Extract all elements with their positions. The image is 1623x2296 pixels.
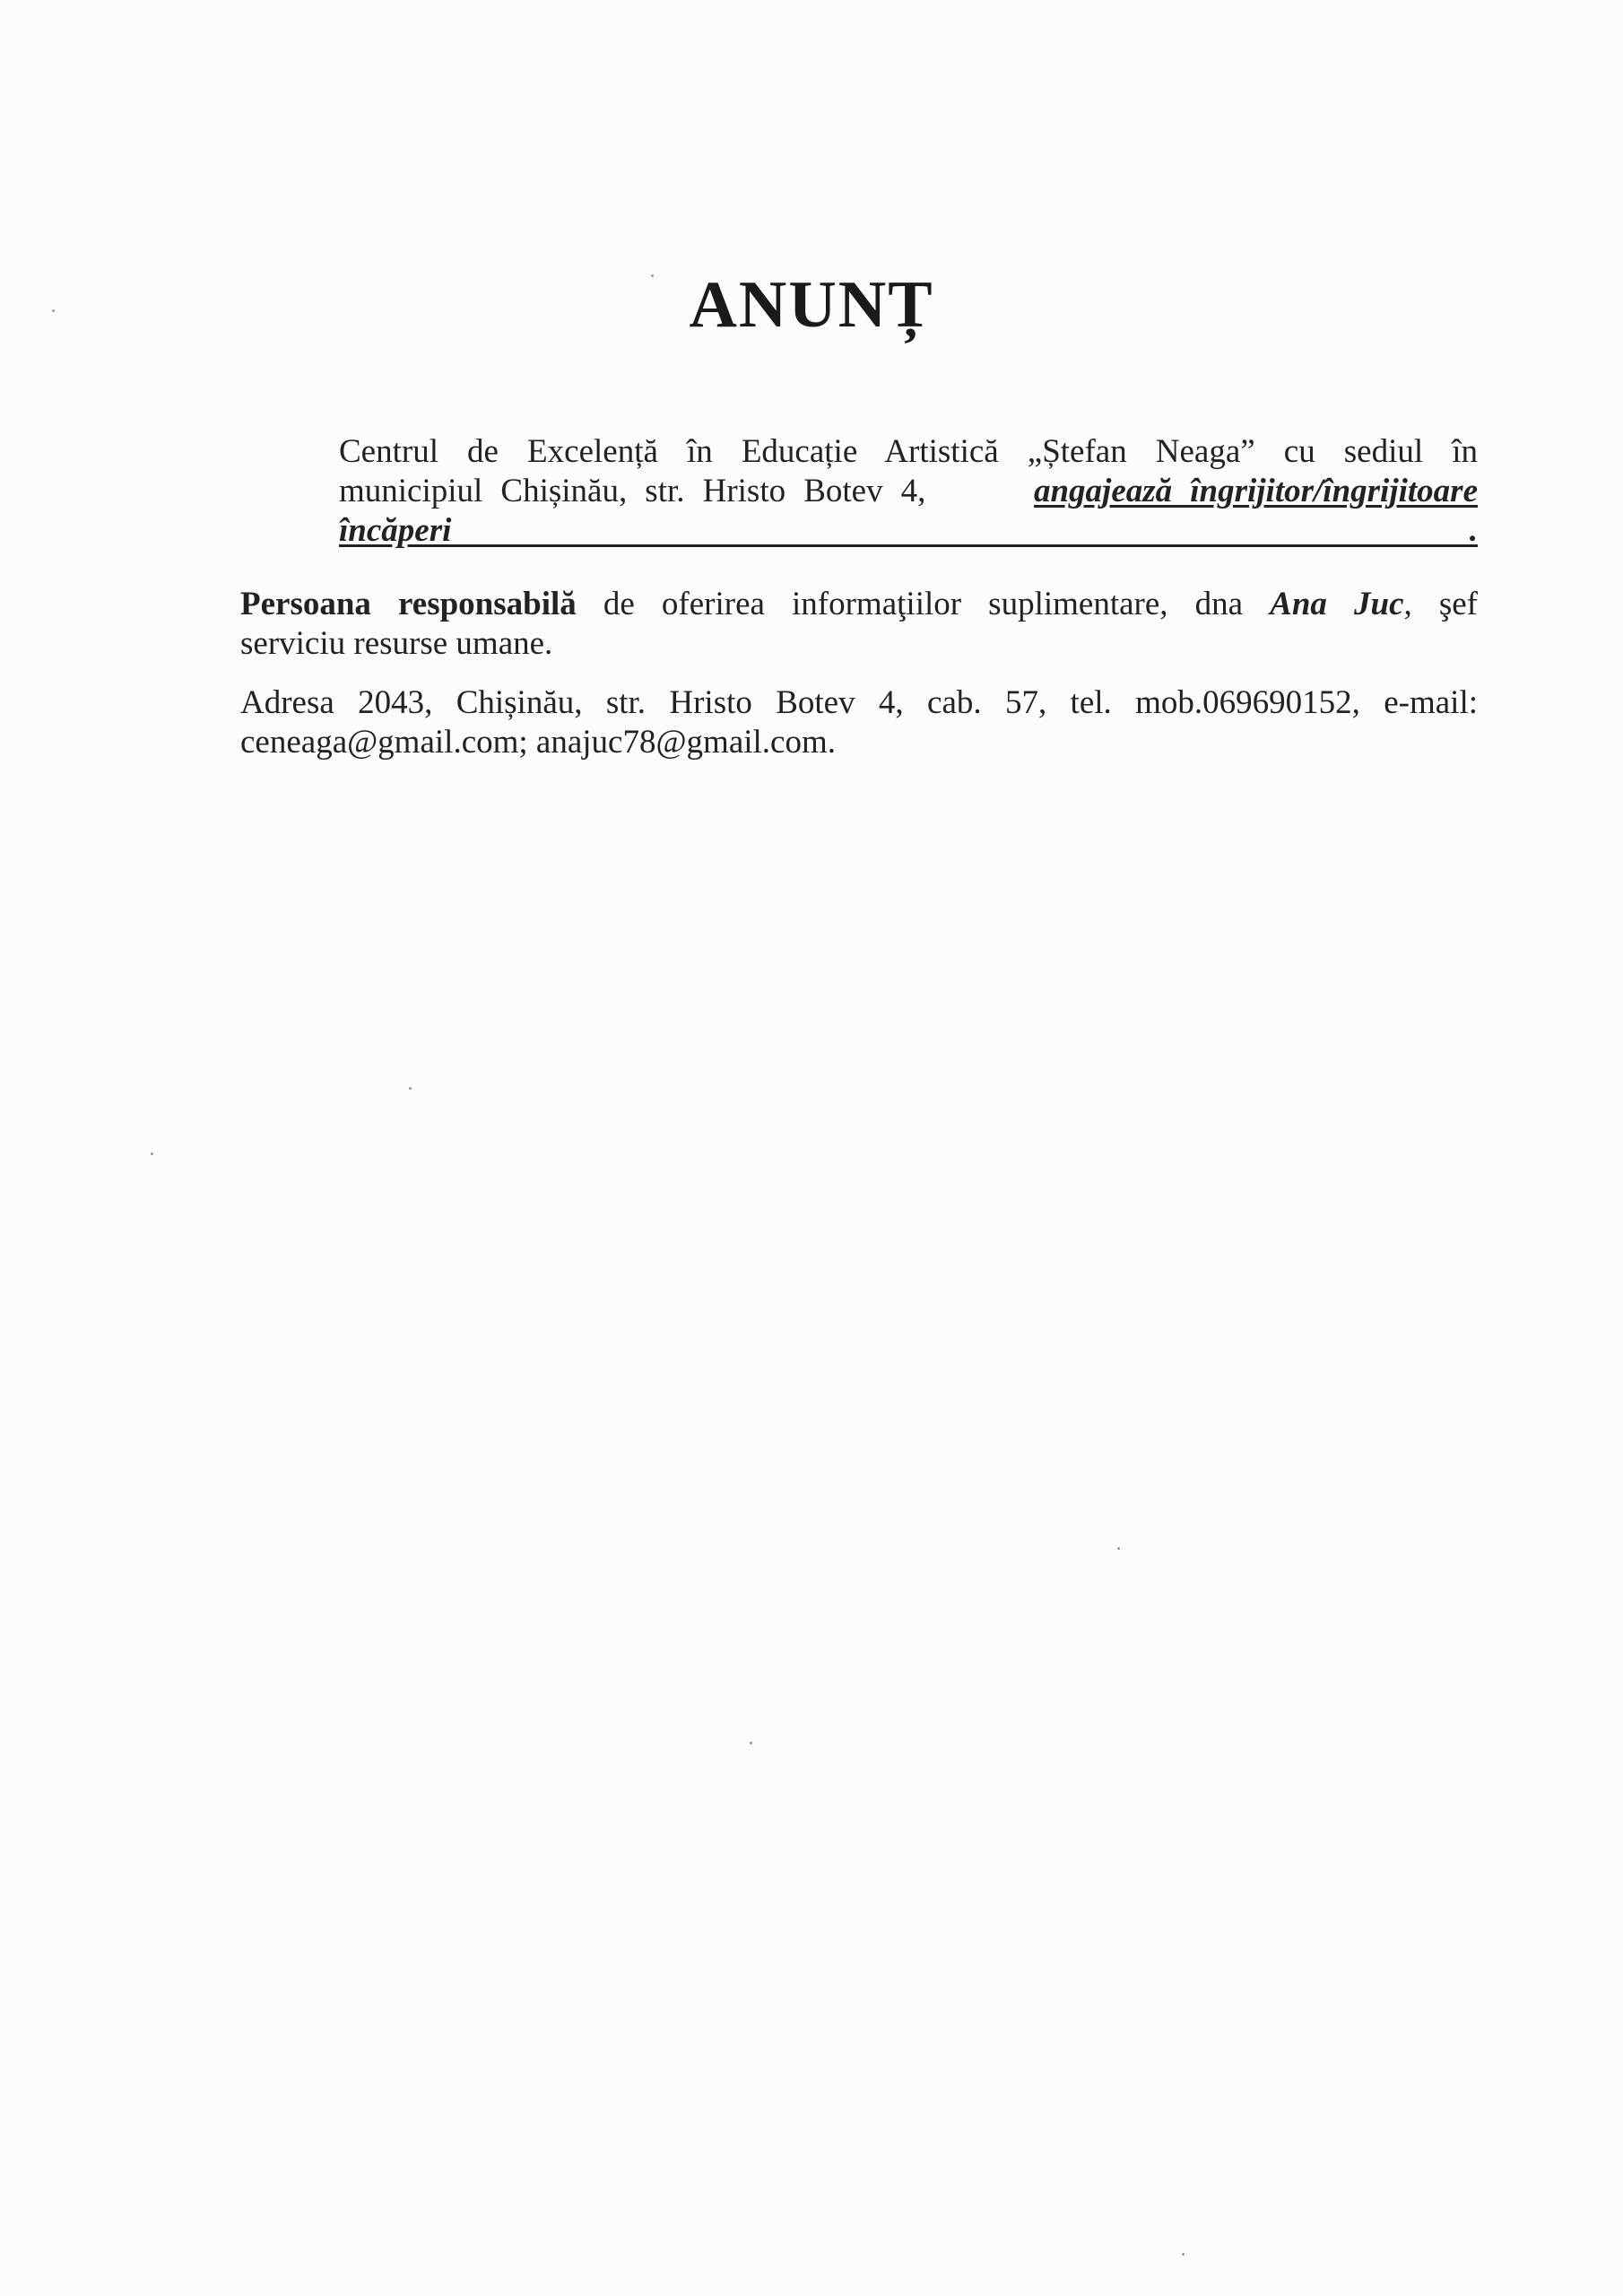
contact-description: de oferirea informaţiilor suplimentare, dna bbox=[576, 586, 1271, 622]
announcement-paragraph bbox=[240, 432, 1478, 551]
scan-speck bbox=[151, 1152, 153, 1155]
scan-speck bbox=[409, 1087, 412, 1090]
scan-speck bbox=[651, 274, 654, 277]
contact-name: Ana Juc bbox=[1270, 586, 1404, 622]
contact-role-start: , şef bbox=[1403, 586, 1478, 622]
scan-speck bbox=[1182, 2253, 1185, 2256]
contact-person-paragraph bbox=[240, 585, 1478, 664]
paragraph-line: Centrul de Excelență în Educație Artistică „Ștefan Neaga” cu sediul în bbox=[339, 433, 1478, 470]
document-title: ANUNȚ bbox=[689, 268, 934, 342]
responsible-person-label: Persoana responsabilă bbox=[240, 586, 577, 622]
scan-speck bbox=[750, 1742, 752, 1744]
job-position-text: angajează îngrijitor/îngrijitoare bbox=[1033, 473, 1478, 509]
paragraph-line: ceneaga@gmail.com; anajuc78@gmail.com. bbox=[240, 724, 837, 761]
job-position-text-continued: încăperi . bbox=[339, 512, 1478, 549]
paragraph-line bbox=[240, 511, 1478, 551]
address-paragraph bbox=[240, 683, 1478, 762]
paragraph-line: serviciu resurse umane. bbox=[240, 625, 553, 662]
address-text: municipiul Chișinău, str. Hristo Botev 4, bbox=[339, 473, 926, 509]
paragraph-line: Adresa 2043, Chișinău, str. Hristo Botev 4, cab. 57, tel. mob.069690152, e-mail: bbox=[240, 684, 1478, 721]
paragraph-line bbox=[240, 585, 1478, 624]
scan-speck bbox=[1117, 1547, 1120, 1550]
scan-speck bbox=[52, 309, 55, 312]
paragraph-line bbox=[240, 472, 1478, 511]
